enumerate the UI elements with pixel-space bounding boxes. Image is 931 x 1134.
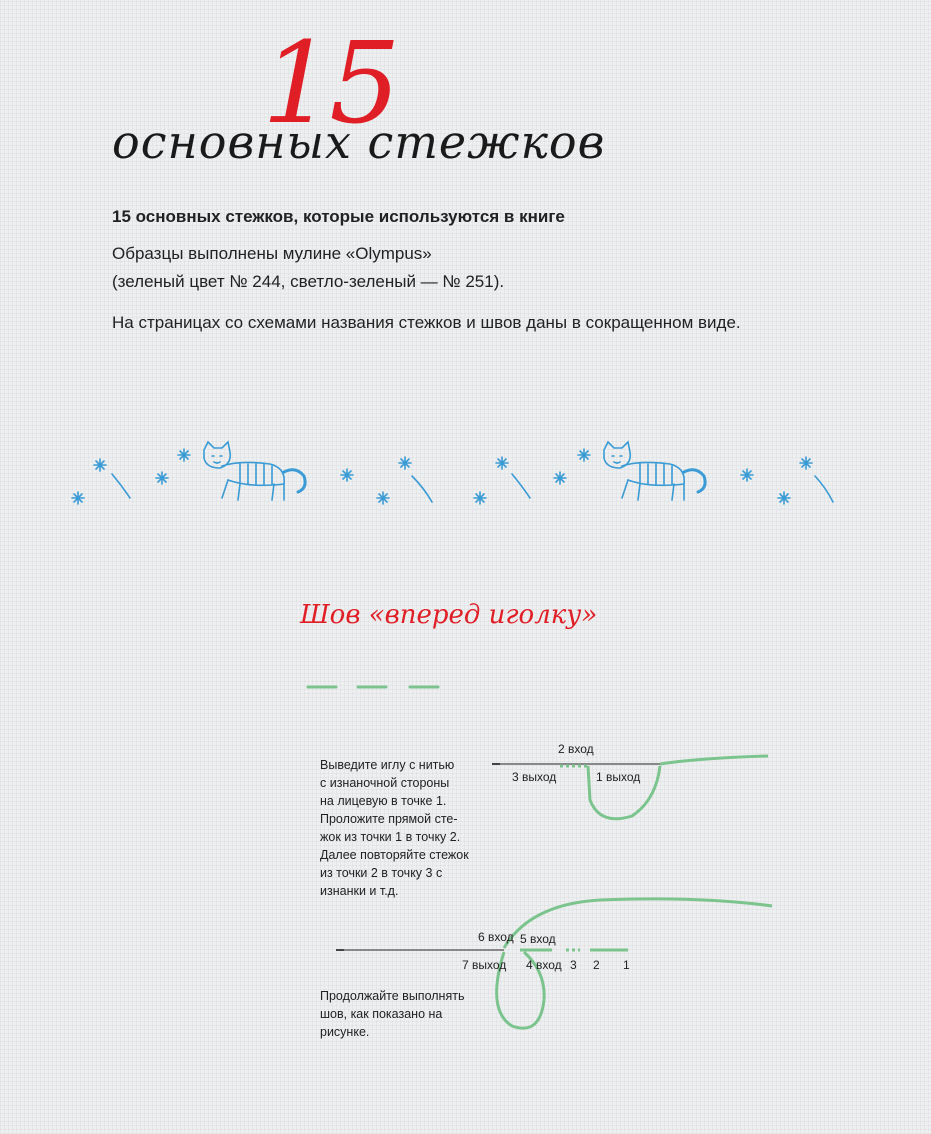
label-7-out: 7 выход xyxy=(462,958,507,972)
intro-heading: 15 основных стежков, которые используются в книге xyxy=(112,207,565,226)
continue-text xyxy=(320,987,480,1041)
big-number-15: 15 xyxy=(262,19,397,149)
instruction-line: на лицевую в точке 1. xyxy=(320,794,447,808)
label-2: 2 xyxy=(593,958,600,972)
instruction-line: Далее повторяйте стежок xyxy=(320,848,469,862)
page-title: основных стежков xyxy=(112,115,606,169)
instruction-line: Проложите прямой сте- xyxy=(320,812,458,826)
intro-line-1: Образцы выполнены мулине «Olympus» xyxy=(112,244,432,263)
instruction-line: изнанки и т.д. xyxy=(320,884,399,898)
instructions-text xyxy=(320,756,480,900)
label-1-out: 1 выход xyxy=(596,770,641,784)
instruction-line: Выведите иглу с нитью xyxy=(320,758,455,772)
label-1: 1 xyxy=(623,958,630,972)
continue-line: рисунке. xyxy=(320,1025,370,1039)
intro-line-3: На страницах со схемами названия стежков и швов даны в сокращенном виде. xyxy=(112,313,741,332)
instruction-line: жок из точки 1 в точку 2. xyxy=(320,830,461,844)
label-3-out: 3 выход xyxy=(512,770,557,784)
continue-line: шов, как показано на xyxy=(320,1007,443,1021)
instruction-line: с изнаночной стороны xyxy=(320,776,450,790)
section-title: Шов «вперед иголку» xyxy=(300,600,598,630)
instruction-line: из точки 2 в точку 3 с xyxy=(320,866,443,880)
label-6-in: 6 вход xyxy=(478,930,514,944)
continue-line: Продолжайте выполнять xyxy=(320,989,465,1003)
label-5-in: 5 вход xyxy=(520,932,556,946)
intro-line-2: (зеленый цвет № 244, светло-зеленый — № 251). xyxy=(112,272,505,291)
label-3: 3 xyxy=(570,958,577,972)
label-4-in: 4 вход xyxy=(526,958,562,972)
label-2-in: 2 вход xyxy=(558,742,594,756)
diagram-1 xyxy=(492,756,768,819)
